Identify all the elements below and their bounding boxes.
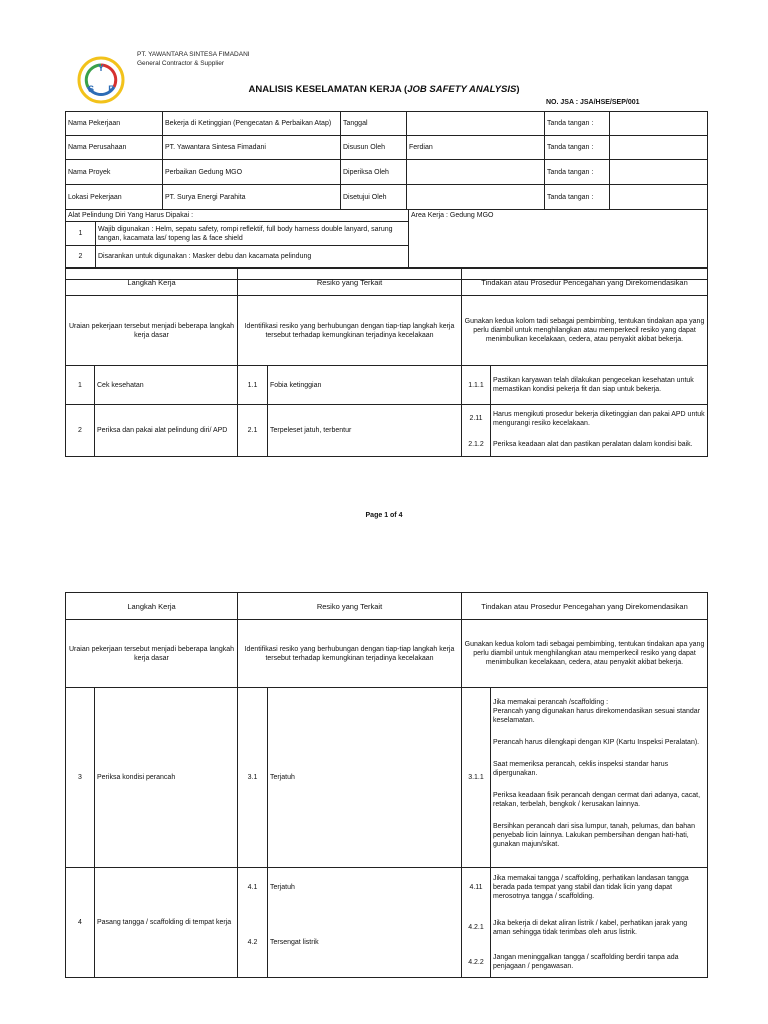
label-ttd-3: Tanda tangan : [545,160,610,185]
apd-item-no: 2 [66,246,96,268]
document-title [0,84,768,95]
company-tagline: General Contractor & Supplier [137,60,225,67]
value-ttd-1 [610,112,708,136]
desc-resiko: Identifikasi resiko yang berhubungan dengan tiap-tiap langkah kerja tersebut terhadap kemungkinan terjadinya kecelakaan [238,620,462,688]
action-line: Jika memakai perancah /scaffolding : Perancah yang digunakan harus direkomendasikan sesuai standar keselamatan. [493,699,701,724]
jsa-table-page2 [65,592,708,978]
apd-item-text: Wajib digunakan : Helm, sepatu safety, rompi reflektif, full body harness double lanyard, sarung tangan, kacamata las/ topeng las & face shield [96,222,409,246]
header-langkah: Langkah Kerja [66,593,238,620]
page-number: Page 1 of 4 [365,512,403,519]
desc-resiko: Identifikasi resiko yang berhubungan dengan tiap-tiap langkah kerja tersebut terhadap kemungkinan terjadinya kecelakaan [238,296,462,366]
company-name: PT. YAWANTARA SINTESA FIMADANI [137,51,250,58]
value-nama-pekerjaan: Bekerja di Ketinggian (Pengecatan & Perbaikan Atap) [163,112,341,136]
risk-text: Terjatuh [268,868,462,908]
risk-no: 2.1 [238,405,268,457]
step-no: 3 [66,688,95,868]
document-number: NO. JSA : JSA/HSE/SEP/001 [546,99,640,106]
area-kerja: Area Kerja : Gedung MGO [409,210,708,268]
label-nama-pekerjaan: Nama Pekerjaan [66,112,163,136]
value-nama-proyek: Perbaikan Gedung MGO [163,160,341,185]
action-line: Saat memeriksa perancah, ceklis inspeksi standar harus dipergunakan. [493,761,669,777]
company-header [137,50,250,68]
value-ttd-2 [610,136,708,160]
action-no: 3.1.1 [462,688,491,868]
action-line: Perancah harus dilengkapi dengan KIP (Kartu Inspeksi Peralatan). [493,739,700,746]
risk-text: Terpeleset jatuh, terbentur [268,405,462,457]
label-nama-proyek: Nama Proyek [66,160,163,185]
step-no: 1 [66,366,95,405]
header-resiko: Resiko yang Terkait [238,269,462,296]
action-text: Jika memakai tangga / scaffolding, perhatikan landasan tangga berada pada tempat yang stabil dan tidak licin yang dapat merosotnya tangga / scaffolding. [491,868,708,908]
value-lokasi: PT. Surya Energi Parahita [163,185,341,210]
action-text: Periksa keadaan alat dan pastikan peralatan dalam kondisi baik. [491,433,708,457]
header-langkah: Langkah Kerja [66,269,238,296]
risk-no: 4.1 [238,868,268,908]
desc-tindakan: Gunakan kedua kolom tadi sebagai pembimbing, tentukan tindakan apa yang perlu diambil untuk menghilangkan atau memperkecil resiko yang dapat menimbulkan kecelakaan, cedera, atau penyakit akibat bekerja. [462,620,708,688]
action-no: 1.1.1 [462,366,491,405]
step-langkah: Cek kesehatan [95,366,238,405]
apd-item-no: 1 [66,222,96,246]
action-no: 4.11 [462,868,491,908]
action-no: 2.11 [462,405,491,433]
title-italic: JOB SAFETY ANALYSIS [407,84,517,95]
risk-text: Fobia ketinggian [268,366,462,405]
desc-langkah: Uraian pekerjaan tersebut menjadi beberapa langkah kerja dasar [66,296,238,366]
label-disetujui: Disetujui Oleh [341,185,407,210]
action-no: 2.1.2 [462,433,491,457]
value-disetujui [407,185,545,210]
action-line: Bersihkan perancah dari sisa lumpur, tanah, pelumas, dan bahan penyebab licin lainnya. Lakukan pembersihan dengan hati-hati, gunakan majun/sikat. [493,823,695,848]
risk-no: 4.2 [238,908,268,978]
label-ttd-2: Tanda tangan : [545,136,610,160]
action-text: Jika bekerja di dekat aliran listrik / kabel, perhatikan jarak yang aman sehingga tidak terimbas oleh arus listrik. [491,908,708,948]
header-tindakan: Tindakan atau Prosedur Pencegahan yang Direkomendasikan [462,593,708,620]
svg-text:F: F [108,84,114,94]
svg-text:S: S [87,84,95,94]
risk-text: Tersengat listrik [268,908,462,978]
label-tanggal: Tanggal [341,112,407,136]
value-tanggal [407,112,545,136]
risk-text: Terjatuh [268,688,462,868]
value-disusun: Ferdian [407,136,545,160]
company-logo [76,55,126,105]
value-diperiksa [407,160,545,185]
step-langkah: Periksa dan pakai alat pelindung diri/ APD [95,405,238,457]
action-no: 4.2.2 [462,948,491,978]
action-line: Periksa keadaan fisik perancah dengan cermat dari adanya, cacat, retakan, terbelah, bengkok / kerusakan lainnya. [493,792,701,808]
desc-tindakan: Gunakan kedua kolom tadi sebagai pembimbing, tentukan tindakan apa yang perlu diambil untuk menghilangkan atau memperkecil resiko yang dapat menimbulkan kecelakaan, cedera, atau penyakit akibat bekerja. [462,296,708,366]
label-ttd-4: Tanda tangan : [545,185,610,210]
value-nama-perusahaan: PT. Yawantara Sintesa Fimadani [163,136,341,160]
step-langkah: Periksa kondisi perancah [95,688,238,868]
label-nama-perusahaan: Nama Perusahaan [66,136,163,160]
value-ttd-4 [610,185,708,210]
jsa-table-page1 [65,268,708,457]
label-disusun: Disusun Oleh [341,136,407,160]
value-ttd-3 [610,160,708,185]
label-lokasi: Lokasi Pekerjaan [66,185,163,210]
step-langkah: Pasang tangga / scaffolding di tempat kerja [95,868,238,978]
action-text-multi [491,688,708,868]
title-end: ) [516,84,520,95]
risk-no: 3.1 [238,688,268,868]
label-ttd-1: Tanda tangan : [545,112,610,136]
title-main: ANALISIS KESELAMATAN KERJA ( [248,84,408,95]
action-text: Jangan meninggalkan tangga / scaffolding berdiri tanpa ada penjagaan / pengawasan. [491,948,708,978]
step-no: 4 [66,868,95,978]
action-text: Pastikan karyawan telah dilakukan pengecekan kesehatan untuk memastikan kondisi pekerja fit dan siap untuk bekerja. [491,366,708,405]
svg-text:Y: Y [97,63,105,73]
risk-no: 1.1 [238,366,268,405]
label-diperiksa: Diperiksa Oleh [341,160,407,185]
action-text: Harus mengikuti prosedur bekerja diketinggian dan pakai APD untuk mengurangi resiko kecelakaan. [491,405,708,433]
header-tindakan: Tindakan atau Prosedur Pencegahan yang Direkomendasikan [462,269,708,296]
header-resiko: Resiko yang Terkait [238,593,462,620]
step-no: 2 [66,405,95,457]
apd-header: Alat Pelindung Diri Yang Harus Dipakai : [66,210,409,222]
desc-langkah: Uraian pekerjaan tersebut menjadi beberapa langkah kerja dasar [66,620,238,688]
apd-item-text: Disarankan untuk digunakan : Masker debu dan kacamata pelindung [96,246,409,268]
info-table [65,111,708,210]
action-no: 4.2.1 [462,908,491,948]
